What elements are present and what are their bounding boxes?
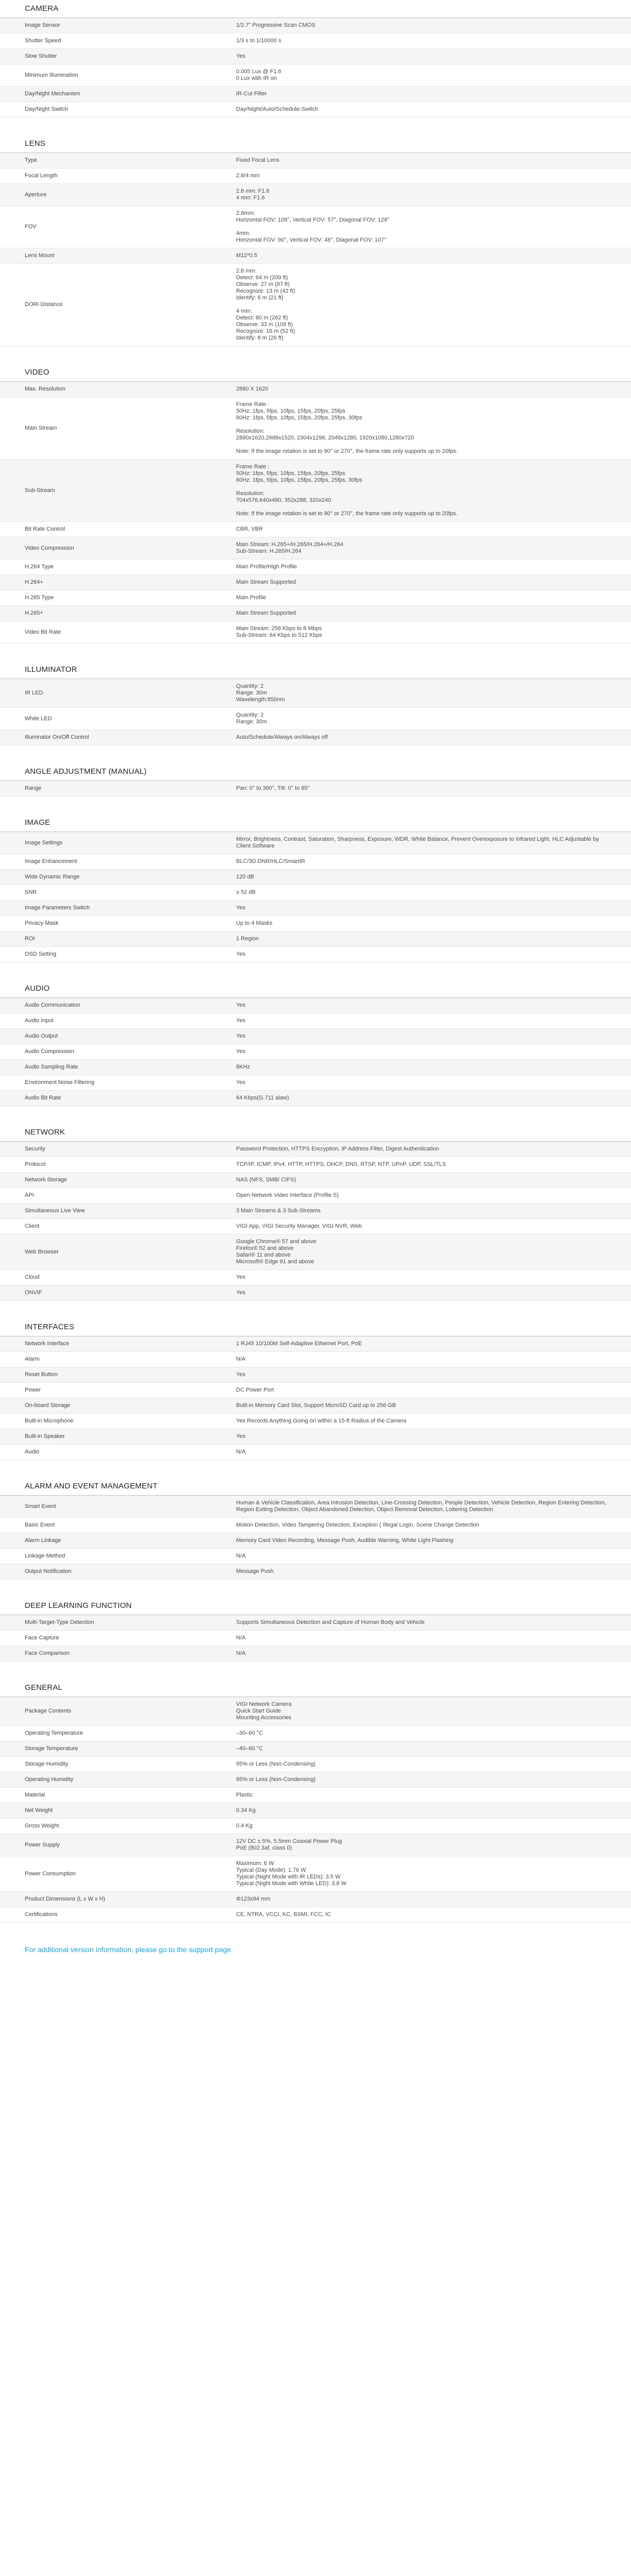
spec-row (0, 1013, 631, 1029)
section-spacer (0, 117, 631, 135)
spec-row (0, 1518, 631, 1533)
spec-value: 0.005 Lux @ F1.6 0 Lux with IR on (236, 69, 281, 81)
spec-row (0, 947, 631, 962)
spec-row (0, 18, 631, 33)
spec-label: Operating Humidity (25, 1776, 74, 1783)
spec-label: Video Bit Rate (25, 629, 61, 635)
spec-row (0, 1075, 631, 1091)
spec-section (0, 1124, 631, 1318)
spec-row (0, 1044, 631, 1060)
section-spacer (0, 1460, 631, 1478)
spec-label: Face Capture (25, 1635, 59, 1641)
section-title: GENERAL (0, 1679, 631, 1697)
spec-section (0, 1679, 631, 1923)
section-title: ALARM AND EVENT MANAGEMENT (0, 1478, 631, 1496)
spec-label: Wide Dynamic Range (25, 874, 80, 880)
spec-label: Range (25, 785, 42, 791)
spec-label: Cloud (25, 1274, 40, 1280)
spec-label: Operating Temperature (25, 1730, 83, 1736)
spec-label: H.264 Type (25, 564, 54, 570)
spec-value: N/A (236, 1553, 246, 1559)
spec-label: Reset Button (25, 1371, 58, 1378)
spec-label: Storage Humidity (25, 1761, 69, 1767)
spec-label: Product Dimensions (L x W x H) (25, 1896, 106, 1902)
spec-row (0, 1414, 631, 1429)
spec-value: Main Stream: H.265+/H.265/H.264+/H.264 Sub-Stream: H.265/H.264 (236, 541, 343, 554)
spec-label: Storage Temperature (25, 1745, 78, 1752)
spec-row (0, 1270, 631, 1285)
spec-label: Package Contents (25, 1708, 71, 1714)
spec-row (0, 1352, 631, 1367)
spec-label: FOV (25, 224, 37, 230)
spec-value: Message Push (236, 1568, 274, 1574)
spec-row (0, 1383, 631, 1398)
spec-row (0, 184, 631, 206)
spec-value: 1/2.7" Progressive Scan CMOS (236, 22, 315, 28)
spec-value: Human & Vehicle Classification, Area Intrusion Detection, Line-Crossing Detection, People Detection, Vehicle Detection, Region Entering Detection, Region Exiting Detection, Object Abandoned Detection, Object Removal Detection, Loitering Detection (236, 1500, 606, 1513)
spec-value: BLC/3D DNR/HLC/SmartIR (236, 858, 305, 865)
spec-row (0, 901, 631, 916)
spec-row (0, 560, 631, 575)
section-title: ILLUMINATOR (0, 661, 631, 679)
spec-label: White LED (25, 715, 52, 722)
spec-row (0, 730, 631, 745)
spec-label: DORI Distance (25, 301, 63, 308)
spec-section (0, 661, 631, 763)
spec-row (0, 1907, 631, 1923)
spec-label: API (25, 1192, 34, 1198)
spec-label: Gross Weight (25, 1823, 59, 1829)
spec-row (0, 64, 631, 87)
spec-label: ROI (25, 936, 35, 942)
spec-label: Sub-Stream (25, 487, 55, 494)
spec-section (0, 763, 631, 814)
spec-row (0, 1549, 631, 1564)
spec-value: Frame Rate : 50Hz: 1fps, 5fps, 10fps, 15fps, 20fps, 25fps 60Hz: 1fps, 5fps, 10fps, 15fps, 20fps, 25fps, 30fps Resolution: 2880x1620,2688x1520, 2304x1296, 2048x1280, 1920x1080,1280x720 Note: If the image rotation is set to 90° or 270°, the frame rate only supports up to 20fps. (236, 401, 458, 454)
spec-row (0, 1188, 631, 1204)
section-title: NETWORK (0, 1124, 631, 1142)
section-spacer (0, 346, 631, 364)
spec-value: VIGI App, VIGI Security Manager, VIGI NVR, Web (236, 1223, 362, 1229)
spec-row (0, 1429, 631, 1445)
spec-value: Pan: 0° to 360°, Tilt: 0° to 85° (236, 785, 310, 791)
section-spacer (0, 745, 631, 763)
spec-value: 0.34 Kg (236, 1807, 256, 1814)
spec-value: Main Stream: 256 Kbps to 8 Mbps Sub-Stream: 64 Kbps to 512 Kbps (236, 625, 322, 638)
spec-label: Aperture (25, 191, 47, 198)
spec-row (0, 1336, 631, 1352)
spec-row (0, 1285, 631, 1301)
spec-value: Main Profile (236, 595, 267, 601)
spec-value: Quantity: 2 Range: 30m (236, 712, 267, 725)
spec-value: IR-Cut Filter (236, 91, 267, 97)
spec-label: H.265 Type (25, 595, 54, 601)
spec-value: 8KHz (236, 1064, 250, 1070)
section-spacer (0, 1580, 631, 1597)
spec-label: Main Stream (25, 425, 57, 431)
spec-label: OSD Setting (25, 951, 57, 957)
spec-row (0, 382, 631, 397)
spec-label: Power Consumption (25, 1870, 76, 1877)
spec-value: 1 Region (236, 936, 259, 942)
spec-value: 12V DC ± 5%, 5.5mm Coaxial Power Plug PoE (802.3af, class 0) (236, 1838, 342, 1851)
spec-label: Audio Sampling Rate (25, 1064, 78, 1070)
spec-row (0, 1697, 631, 1726)
spec-label: Slow Shutter (25, 53, 57, 59)
spec-label: Image Enhancement (25, 858, 77, 865)
spec-value: 2.8 mm: Detect: 64 m (209 ft) Observe: 27 m (87 ft) Recognize: 13 m (42 ft) Identify: 6 m (21 ft) 4 mm: Detect: 80 m (262 ft) Observe: 33 m (109 ft) Recognize: 16 m (52 ft) Identify: 8 m (26 ft) (236, 268, 295, 341)
spec-label: ONVIF (25, 1290, 42, 1296)
section-title: CAMERA (0, 0, 631, 18)
spec-row (0, 832, 631, 854)
spec-row (0, 606, 631, 621)
spec-row (0, 1646, 631, 1662)
spec-section (0, 1597, 631, 1679)
section-title: INTERFACES (0, 1318, 631, 1336)
spec-value: Open Network Video Interface (Profile S) (236, 1192, 339, 1198)
spec-value: Yes (236, 905, 245, 911)
spec-row (0, 1029, 631, 1044)
spec-value: 2880 X 1620 (236, 386, 269, 392)
spec-row (0, 931, 631, 947)
spec-row (0, 1091, 631, 1106)
spec-value: TCP/IP, ICMP, IPv4, HTTP, HTTPS, DHCP, DNS, RTSP, NTP, UPnP, UDP, SSL/TLS (236, 1161, 446, 1167)
spec-value: Google Chrome® 57 and above Firefox® 52 and above Safari® 11 and above Microsoft® Edge 91 and above (236, 1239, 317, 1265)
spec-row (0, 1533, 631, 1549)
section-title: ANGLE ADJUSTMENT (MANUAL) (0, 763, 631, 781)
spec-label: Audio Compression (25, 1048, 74, 1055)
spec-label: Output Notification (25, 1568, 72, 1574)
spec-value: N/A (236, 1356, 246, 1362)
spec-value: 120 dB (236, 874, 254, 880)
spec-value: Yes (236, 1274, 245, 1280)
spec-row (0, 1803, 631, 1819)
spec-value: 2.8mm: Horizontal FOV: 109°, Vertical FOV: 57°, Diagonal FOV: 128° 4mm: Horizontal FOV: 90°, Vertical FOV: 48°, Diagonal FOV: 107° (236, 210, 390, 243)
spec-value: –30–60 °C (236, 1730, 263, 1736)
spec-row (0, 870, 631, 885)
spec-value: 64 Kbps(G.711 alaw) (236, 1095, 289, 1101)
spec-value: M12*0.5 (236, 252, 257, 259)
spec-label: Simultaneous Live View (25, 1208, 85, 1214)
spec-row (0, 998, 631, 1013)
spec-row (0, 1741, 631, 1757)
spec-row (0, 1892, 631, 1907)
spec-label: Type (25, 157, 37, 163)
spec-label: Certifications (25, 1911, 58, 1918)
spec-label: Network Storage (25, 1177, 67, 1183)
spec-section (0, 814, 631, 980)
spec-label: Alarm Linkage (25, 1537, 61, 1544)
spec-row (0, 1757, 631, 1772)
spec-row (0, 1856, 631, 1892)
spec-value: Motion Detection, Video Tampering Detection, Exception ( Illegal Login, Scene Change Detection (236, 1522, 479, 1528)
section-spacer (0, 1106, 631, 1124)
spec-section (0, 135, 631, 364)
spec-label: Environment Noise Filtering (25, 1079, 95, 1086)
spec-value: Built-in Memory Card Slot, Support MicroSD Card up to 256 GB (236, 1402, 396, 1409)
spec-row (0, 1367, 631, 1383)
spec-label: Security (25, 1146, 45, 1152)
spec-value: Yes (236, 1079, 245, 1086)
spec-label: IR LED (25, 690, 43, 696)
spec-label: Material (25, 1792, 45, 1798)
spec-row (0, 87, 631, 102)
spec-value: Frame Rate : 50Hz: 1fps, 5fps, 10fps, 15fps, 20fps, 25fps 60Hz: 1fps, 5fps, 10fps, 15fps, 20fps, 25fps, 30fps Resolution: 704x576,640x480, 352x288, 320x240 Note: If the image rotation is set to 90° or 270°, the frame rate only supports up to 20fps. (236, 464, 458, 517)
spec-row (0, 1726, 631, 1741)
section-spacer (0, 1662, 631, 1679)
spec-value: 95% or Less (Non-Condensing) (236, 1761, 316, 1767)
spec-label: Bit Rate Control (25, 526, 65, 532)
spec-row (0, 49, 631, 64)
section-title: LENS (0, 135, 631, 153)
spec-value: DC Power Port (236, 1387, 274, 1393)
spec-label: Multi-Target-Type Detection (25, 1619, 94, 1625)
spec-value: –40–60 °C (236, 1745, 263, 1752)
spec-value: Yes (236, 1290, 245, 1296)
support-page-link[interactable]: For additional version information, please go to the support page. (25, 1945, 233, 1954)
spec-label: Smart Event (25, 1503, 56, 1510)
spec-row (0, 1173, 631, 1188)
spec-value: ≥ 52 dB (236, 889, 256, 895)
spec-row (0, 575, 631, 590)
spec-label: Day/Night Switch (25, 106, 68, 112)
spec-label: Image Parameters Switch (25, 905, 90, 911)
spec-row (0, 679, 631, 708)
spec-row (0, 522, 631, 537)
spec-value: Mirror, Brightness, Contrast, Saturation, Sharpness, Exposure, WDR, White Balance, Prevent Overexposure to Infrared Light, HLC Adjustable by Client Software (236, 836, 599, 849)
spec-row (0, 460, 631, 522)
spec-row (0, 1615, 631, 1631)
spec-label: Alarm (25, 1356, 40, 1362)
spec-label: Privacy Mask (25, 920, 59, 926)
spec-section (0, 364, 631, 661)
spec-row (0, 1772, 631, 1788)
spec-value: Day/Night/Auto/Schedule-Switch (236, 106, 318, 112)
spec-row (0, 885, 631, 901)
spec-row (0, 1234, 631, 1270)
spec-row (0, 1219, 631, 1234)
section-spacer (0, 1301, 631, 1318)
spec-value: N/A (236, 1449, 246, 1455)
spec-value: Main Stream Supported (236, 579, 296, 585)
spec-value: CBR, VBR (236, 526, 263, 532)
spec-row (0, 102, 631, 117)
spec-label: On-board Storage (25, 1402, 71, 1409)
spec-label: Linkage Method (25, 1553, 65, 1559)
spec-label: Image Sensor (25, 22, 60, 28)
spec-row (0, 264, 631, 346)
spec-value: Maximum: 6 W Typical (Day Mode): 1.76 W Typical (Night Mode with IR LEDs): 3.5 W Typical (Night Mode with White LED): 3.8 W (236, 1860, 346, 1887)
spec-row (0, 1788, 631, 1803)
spec-row (0, 153, 631, 168)
spec-row (0, 1204, 631, 1219)
spec-row (0, 590, 631, 606)
spec-value: Fixed Focal Lens (236, 157, 279, 163)
spec-value: Φ123x94 mm (236, 1896, 271, 1902)
spec-row (0, 168, 631, 184)
section-title: IMAGE (0, 814, 631, 832)
spec-value: Yes (236, 1033, 245, 1039)
section-spacer (0, 962, 631, 980)
spec-row (0, 1142, 631, 1157)
spec-value: Yes (236, 1433, 245, 1439)
spec-label: Audio Communication (25, 1002, 80, 1008)
spec-value: VIGI Network Camera Quick Start Guide Mounting Accessories (236, 1701, 292, 1721)
spec-row (0, 537, 631, 560)
spec-label: Audio Bit Rate (25, 1095, 61, 1101)
spec-value: Main Stream Supported (236, 610, 296, 616)
spec-row (0, 1564, 631, 1580)
spec-label: SNR (25, 889, 37, 895)
spec-value: Up to 4 Masks (236, 920, 273, 926)
spec-label: H.265+ (25, 610, 43, 616)
spec-value: Yes (236, 1048, 245, 1055)
spec-label: Lens Mount (25, 252, 55, 259)
spec-value: 2.8 mm: F1.6 4 mm: F1.6 (236, 188, 270, 201)
spec-value: Yes (236, 1371, 245, 1378)
spec-row (0, 1496, 631, 1518)
section-spacer (0, 643, 631, 661)
spec-value: 3 Main Streams & 3 Sub-Streams (236, 1208, 321, 1214)
spec-label: Day/Night Mechanism (25, 91, 80, 97)
spec-section (0, 1478, 631, 1597)
spec-value: 95% or Less (Non-Condensing) (236, 1776, 316, 1783)
spec-label: Focal Length (25, 173, 58, 179)
section-spacer (0, 796, 631, 814)
spec-label: H.264+ (25, 579, 43, 585)
spec-value: 0.4 Kg (236, 1823, 253, 1829)
spec-value: 1/3 s to 1/10000 s (236, 38, 281, 44)
spec-value: NAS (NFS, SMB/ CIFS) (236, 1177, 296, 1183)
spec-row (0, 33, 631, 49)
spec-label: Power Supply (25, 1841, 60, 1848)
spec-label: Face Comparison (25, 1650, 70, 1656)
spec-value: 1 RJ45 10/100M Self-Adaptive Ethernet Port, PoE (236, 1341, 362, 1347)
spec-row (0, 1819, 631, 1834)
spec-row (0, 916, 631, 931)
spec-value: Yes (236, 1018, 245, 1024)
spec-label: Net Weight (25, 1807, 53, 1814)
spec-value: Password Protection, HTTPS Encryption, IP Address Filter, Digest Authentication (236, 1146, 439, 1152)
spec-value: Yes (236, 1002, 245, 1008)
spec-label: Video Compression (25, 545, 74, 551)
spec-label: Built-in Speaker (25, 1433, 65, 1439)
spec-label: Client (25, 1223, 40, 1229)
spec-label: Built-in Microphone (25, 1418, 74, 1424)
spec-value: Yes (236, 53, 245, 59)
spec-row (0, 708, 631, 730)
spec-value: 2.8/4 mm (236, 173, 260, 179)
spec-row (0, 248, 631, 264)
spec-label: Basic Event (25, 1522, 55, 1528)
spec-row (0, 1445, 631, 1460)
spec-row (0, 1834, 631, 1856)
spec-label: Illuminator On/Off Control (25, 734, 89, 740)
spec-value: N/A (236, 1635, 246, 1641)
spec-label: Audio (25, 1449, 40, 1455)
spec-label: Audio Output (25, 1033, 58, 1039)
spec-value: Auto/Schedule/Always on/Always off (236, 734, 328, 740)
spec-value: Yes Records Anything Going on within a 15-ft Radius of the Camera (236, 1418, 407, 1424)
spec-label: Shutter Speed (25, 38, 61, 44)
spec-label: Image Settings (25, 839, 63, 846)
spec-label: Network Interface (25, 1341, 70, 1347)
spec-value: N/A (236, 1650, 246, 1656)
spec-value: Supports Simultaneous Detection and Capture of Human Body and Vehicle (236, 1619, 425, 1625)
spec-row (0, 1631, 631, 1646)
spec-row (0, 397, 631, 460)
spec-row (0, 206, 631, 248)
spec-value: Plastic (236, 1792, 253, 1798)
spec-row (0, 621, 631, 643)
spec-label: Protocol (25, 1161, 46, 1167)
spec-row (0, 1398, 631, 1414)
spec-value: Yes (236, 951, 245, 957)
spec-label: Minimum Illumination (25, 72, 78, 78)
spec-label: Audio Input (25, 1018, 54, 1024)
spec-section (0, 980, 631, 1124)
spec-section (0, 0, 631, 135)
spec-row (0, 1157, 631, 1173)
section-title: AUDIO (0, 980, 631, 998)
spec-row (0, 781, 631, 796)
spec-label: Web Browser (25, 1248, 59, 1255)
spec-section (0, 1318, 631, 1478)
spec-row (0, 1060, 631, 1075)
spec-row (0, 854, 631, 870)
spec-value: Quantity: 2 Range: 30m Wavelength:850nm (236, 683, 285, 703)
section-title: VIDEO (0, 364, 631, 382)
spec-value: Memory Card Video Recording, Message Push, Audible Warning, White Light Flashing (236, 1537, 454, 1544)
spec-value: CE, NTRA, VCCI, KC, BSMI, FCC, IC (236, 1911, 331, 1918)
spec-value: Main Profile/High Profile (236, 564, 297, 570)
spec-label: Max. Resolution (25, 386, 65, 392)
section-title: DEEP LEARNING FUNCTION (0, 1597, 631, 1615)
spec-label: Power (25, 1387, 41, 1393)
